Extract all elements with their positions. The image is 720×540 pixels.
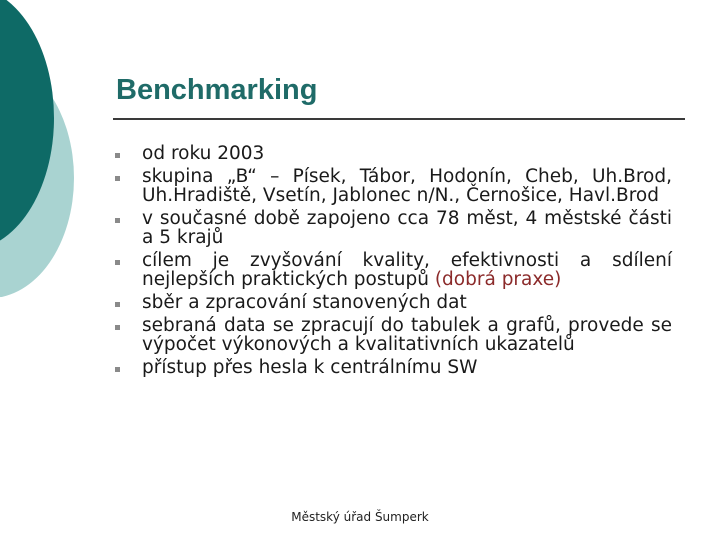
slide-title: Benchmarking: [116, 74, 318, 106]
bullet-item: skupina „B“ – Písek, Tábor, Hodonín, Cheb, Uh.Brod, Uh.Hradiště, Vsetín, Jablonec n/N., Černošice, Havl.Brod: [112, 167, 672, 205]
bullet-square-icon: [115, 260, 120, 265]
bullet-item: od roku 2003: [112, 144, 672, 163]
bullet-square-icon: [115, 153, 120, 158]
bullet-square-icon: [115, 325, 120, 330]
bullet-square-icon: [115, 367, 120, 372]
bullet-item: sběr a zpracování stanovených dat: [112, 293, 672, 312]
bullet-item: cílem je zvyšování kvality, efektivnosti a sdílení nejlepších praktických postupů (dobrá praxe): [112, 251, 672, 289]
footer: Městský úřad Šumperk: [291, 510, 429, 524]
bullet-item: sebraná data se zpracují do tabulek a grafů, provede se výpočet výkonových a kvalitativních ukazatelů: [112, 316, 672, 354]
bullet-square-icon: [115, 218, 120, 223]
bullet-item: v současné době zapojeno cca 78 měst, 4 městské části a 5 krajů: [112, 209, 672, 247]
decorative-circles: [0, 0, 120, 300]
bullet-item: přístup přes hesla k centrálnímu SW: [112, 358, 672, 377]
bullet-list: [112, 144, 672, 381]
bullet-square-icon: [115, 176, 120, 181]
title-divider: [113, 118, 685, 120]
bullet-square-icon: [115, 302, 120, 307]
highlight-text: (dobrá praxe): [434, 269, 562, 290]
